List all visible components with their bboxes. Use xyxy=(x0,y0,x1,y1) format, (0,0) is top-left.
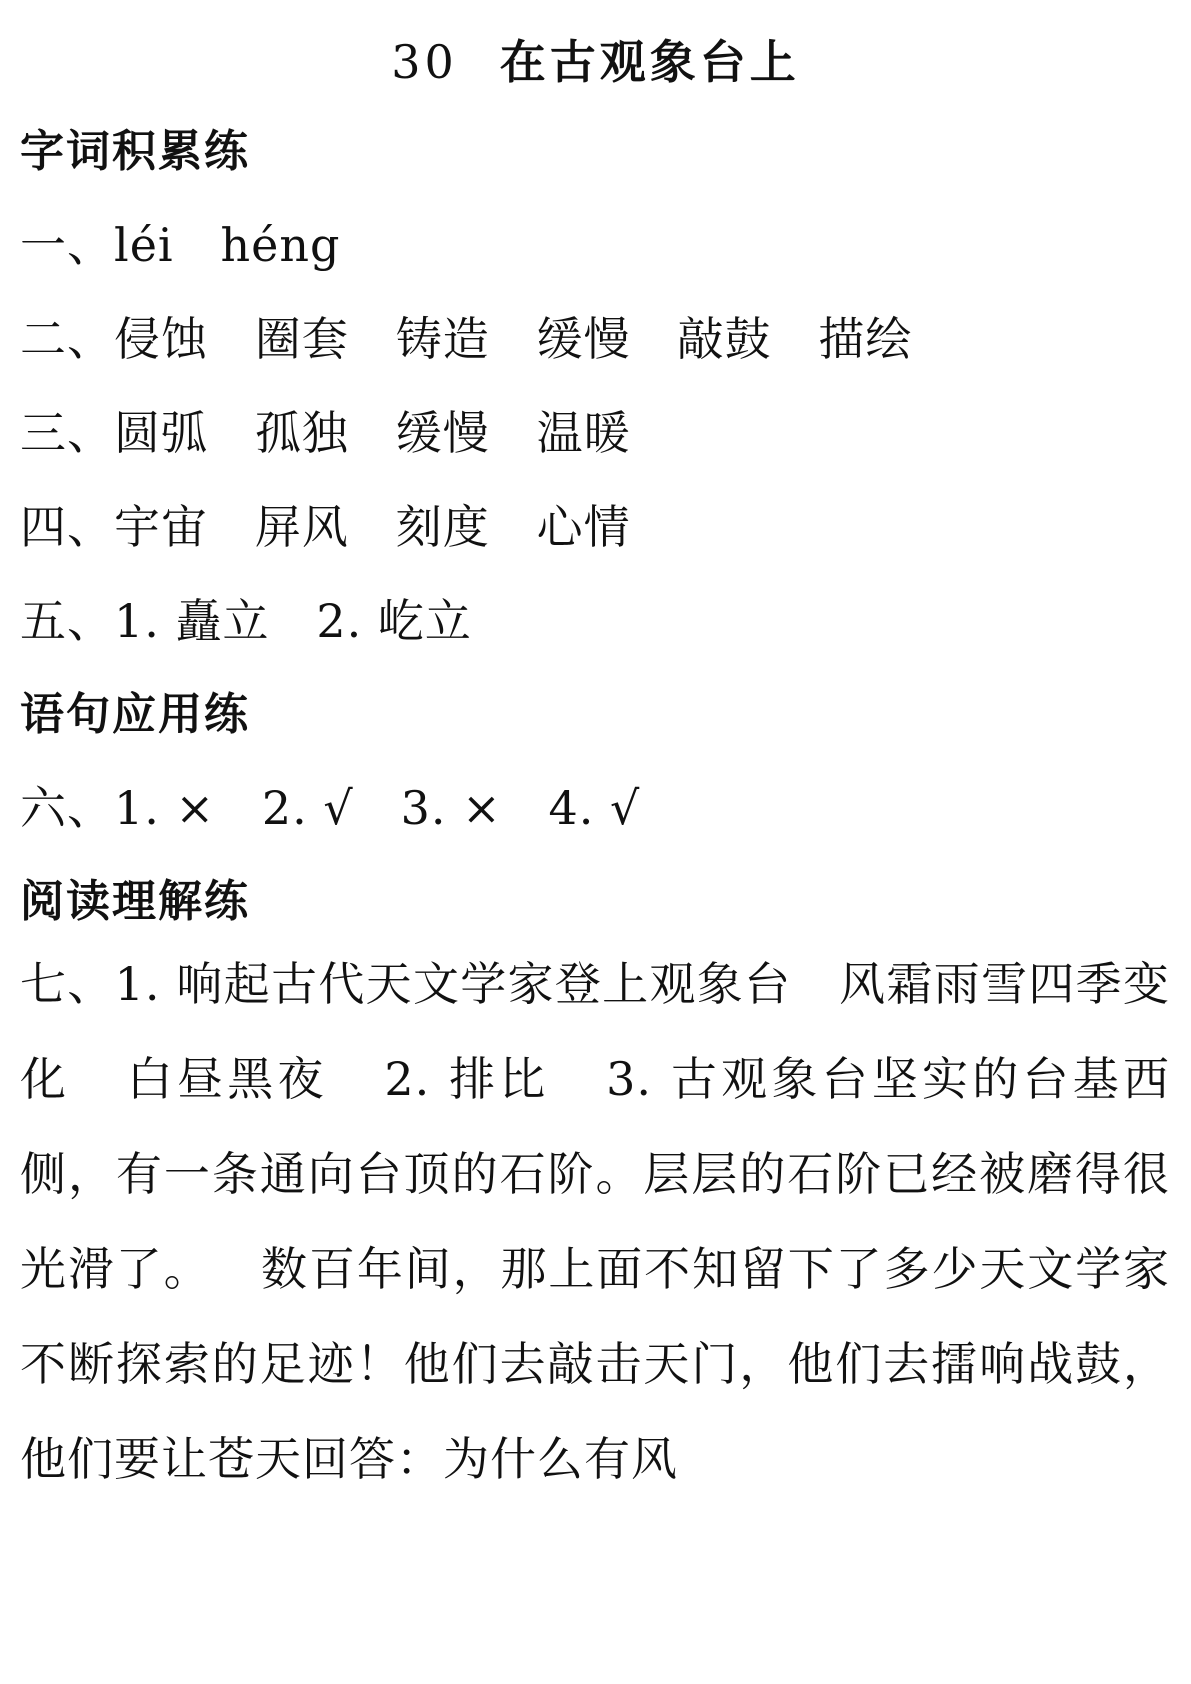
answer-q4: 四、宇宙 屏风 刻度 心情 xyxy=(20,500,631,554)
answer-q1: 一、léi héng xyxy=(20,218,341,272)
answer-q7: 七、1. 响起古代天文学家登上观象台 风霜雨雪四季变化 白昼黑夜 2. 排比 3. 古观象台坚实的台基西侧，有一条通向台顶的石阶。层层的石阶已经被磨得很光滑了。 数百年间，那上面不知留下了多少天文学家不断探索的足迹！他们去敲击天门，他们去擂响战鼓，他们要让苍天回答：为什么有风 xyxy=(20,957,1170,1486)
lesson-title: 在古观象台上 xyxy=(499,35,800,89)
lesson-number: 30 xyxy=(391,35,458,89)
answer-q3: 三、圆弧 孤独 缓慢 温暖 xyxy=(20,406,631,460)
answer-q2: 二、侵蚀 圈套 铸造 缓慢 敲鼓 描绘 xyxy=(20,312,913,366)
section-heading-reading: 阅读理解练 xyxy=(20,876,250,927)
answer-q6: 六、1. × 2. √ 3. × 4. √ xyxy=(20,781,641,835)
section-heading-vocabulary: 字词积累练 xyxy=(20,126,250,177)
page-title xyxy=(0,32,1191,92)
section-heading-sentences: 语句应用练 xyxy=(20,689,250,740)
answer-q5: 五、1. 矗立 2. 屹立 xyxy=(20,594,472,648)
